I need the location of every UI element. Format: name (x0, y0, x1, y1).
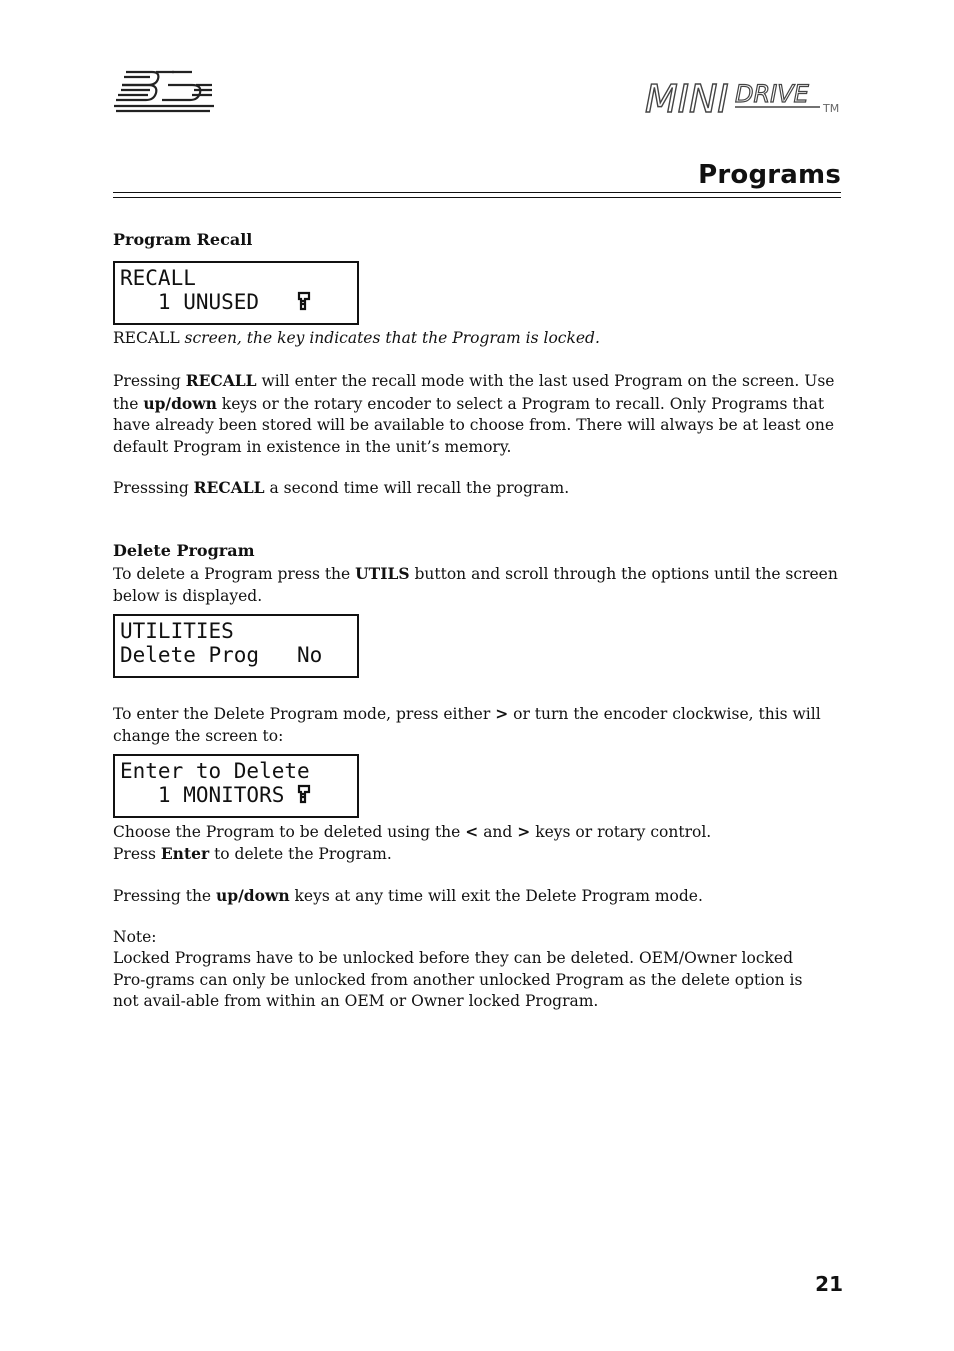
recall-lcd-screen (113, 261, 359, 325)
tm-mark: TM (823, 102, 840, 115)
utilities-lcd-line1: UTILITIES (120, 619, 234, 643)
enter-delete-lcd-line2: 1 MONITORS (120, 783, 298, 807)
recall-paragraph-2: Presssing RECALL a second time will recall the program. (113, 478, 570, 497)
utilities-lcd-line2: Delete Prog No (120, 643, 323, 667)
recall-caption: RECALL screen, the key indicates that the Program is locked. (113, 329, 600, 347)
page-number: 21 (815, 1272, 843, 1296)
mini-logo-text: MINI (645, 77, 729, 120)
bss-logo (112, 68, 216, 116)
recall-lcd-line2: 1 UNUSED (120, 290, 298, 314)
minidrive-logo (645, 76, 845, 120)
page-title: Programs (698, 160, 841, 190)
title-rule-bottom (113, 197, 841, 198)
note-label: Note: (113, 928, 157, 946)
drive-logo-text: DRIVE (735, 80, 809, 108)
recall-paragraph-1: Pressing RECALL will enter the recall mode with the last used Program on the screen. Use the up/down keys or the rotary encoder to select a Program to recall. Only Programs that have already been stored will be available to choose from. There will always be at least one default Program in existence in the unit’s memory. (113, 371, 835, 456)
delete-choose-paragraph: Choose the Program to be deleted using the < and > keys or rotary control. (113, 822, 712, 841)
delete-program-heading: Delete Program (113, 541, 255, 560)
note-text: Locked Programs have to be unlocked before they can be deleted. OEM/Owner locked Pro-grams can only be unlocked from another unlocked Program as the delete option is not avail-able from within an OEM or Owner locked Program. (113, 949, 803, 1010)
delete-enter-paragraph: To enter the Delete Program mode, press either > or turn the encoder clockwise, this will change the screen to: (113, 704, 821, 745)
utilities-lcd-screen (113, 614, 359, 678)
enter-delete-lcd-line1: Enter to Delete (120, 759, 310, 783)
delete-press-enter: Press Enter to delete the Program. (113, 844, 392, 863)
recall-lcd-line1: RECALL (120, 266, 196, 290)
lock-key-icon (297, 291, 311, 311)
program-recall-heading: Program Recall (113, 230, 253, 249)
enter-delete-lcd-screen (113, 754, 359, 818)
delete-exit-paragraph: Pressing the up/down keys at any time will exit the Delete Program mode. (113, 886, 703, 905)
lock-key-icon (297, 784, 311, 804)
title-rule-top (113, 192, 841, 193)
delete-intro: To delete a Program press the UTILS button and scroll through the options until the screen below is displayed. (113, 564, 838, 605)
